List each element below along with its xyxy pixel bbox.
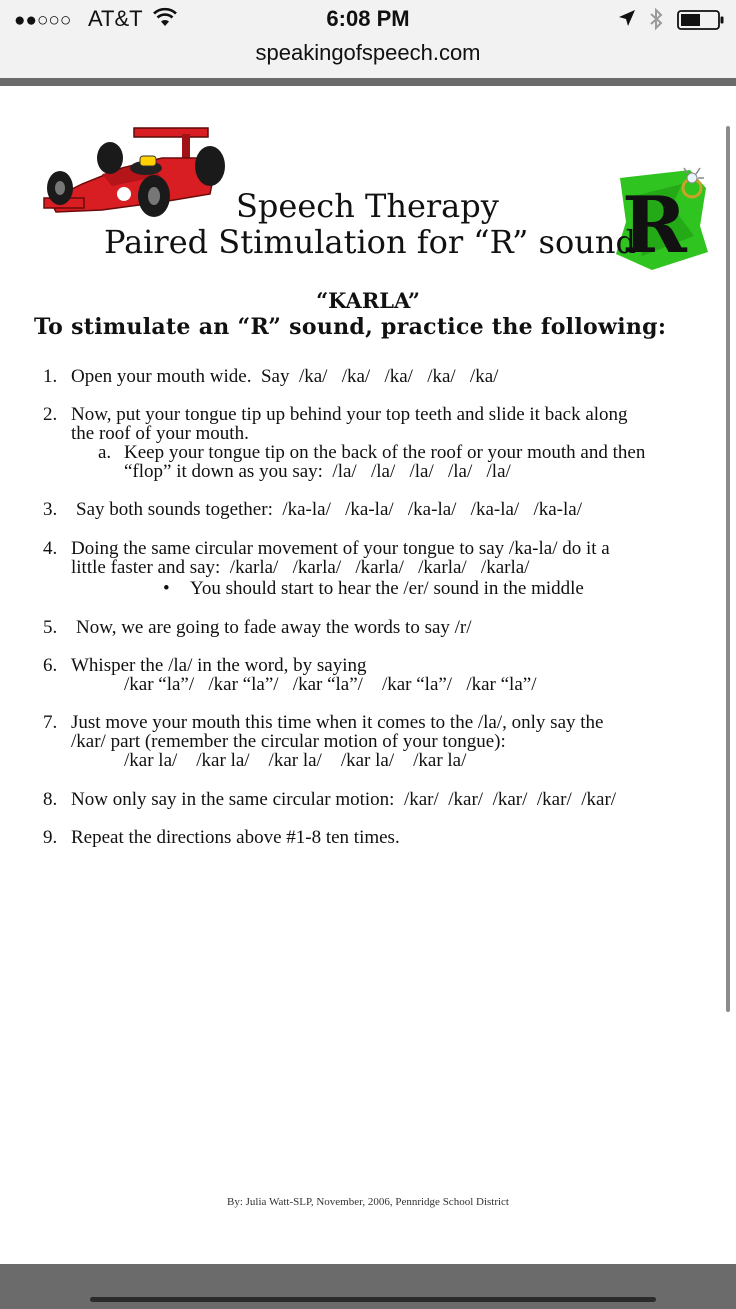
step-number: 1. xyxy=(43,366,58,387)
toolbar-divider xyxy=(0,78,736,86)
step-text: the roof of your mouth. xyxy=(71,423,249,444)
clock: 6:08 PM xyxy=(326,6,410,31)
substep-text: Keep your tongue tip on the back of the roof or your mouth and then xyxy=(124,442,646,463)
target-word: “KARLA” xyxy=(316,288,420,313)
step-text: little faster and say: /karla/ /karla/ /karla/ /karla/ /karla/ xyxy=(71,557,530,578)
race-car-image xyxy=(42,124,232,227)
substep-marker: a. xyxy=(98,442,112,463)
status-bar xyxy=(0,0,736,40)
step-text: /kar/ part (remember the circular motion of your tongue): xyxy=(71,731,506,752)
address-bar[interactable]: speakingofspeech.com xyxy=(255,40,481,65)
battery-icon xyxy=(677,10,725,35)
step-number: 9. xyxy=(43,827,58,848)
step-number: 3. xyxy=(43,499,58,520)
step-text: Now, we are going to fade away the words to say /r/ xyxy=(76,617,472,638)
bullet-marker: • xyxy=(163,578,170,599)
scrollbar[interactable] xyxy=(726,126,730,1012)
step-text: Now only say in the same circular motion: /kar/ /kar/ /kar/ /kar/ /kar/ xyxy=(71,789,617,810)
step-text: Open your mouth wide. Say /ka/ /ka/ /ka/ /ka/ /ka/ xyxy=(71,366,499,387)
substep-text: “flop” it down as you say: /la/ /la/ /la/ /la/ /la/ xyxy=(124,461,511,482)
step-number: 6. xyxy=(43,655,58,676)
step-number: 2. xyxy=(43,404,58,425)
step-text: Whisper the /la/ in the word, by saying xyxy=(71,655,367,676)
bluetooth-icon xyxy=(648,7,664,36)
browser-top-bar xyxy=(0,0,736,79)
step-number: 7. xyxy=(43,712,58,733)
instructions-heading: To stimulate an “R” sound, practice the following: xyxy=(34,314,667,340)
bullet-text: You should start to hear the /er/ sound in the middle xyxy=(190,578,584,599)
document-title: Speech Therapy xyxy=(236,187,499,225)
step-number: 5. xyxy=(43,617,58,638)
browser-bottom-toolbar xyxy=(0,1264,736,1309)
document-subtitle: Paired Stimulation for “R” sound xyxy=(104,223,636,261)
step-text: Repeat the directions above #1-8 ten times. xyxy=(71,827,400,848)
home-indicator[interactable] xyxy=(90,1297,656,1302)
step-text: /kar “la”/ /kar “la”/ /kar “la”/ /kar “la”/ /kar “la”/ xyxy=(124,674,537,695)
step-text: Just move your mouth this time when it comes to the /la/, only say the xyxy=(71,712,604,733)
step-text: Doing the same circular movement of your tongue to say /ka-la/ do it a xyxy=(71,538,610,559)
step-number: 4. xyxy=(43,538,58,559)
r-logo-letter: R xyxy=(622,180,687,271)
carrier-name: AT&T xyxy=(88,6,143,31)
location-arrow-icon xyxy=(618,9,636,32)
signal-strength-icon: ●●○○○ xyxy=(14,10,72,31)
step-number: 8. xyxy=(43,789,58,810)
document-footer: By: Julia Watt-SLP, November, 2006, Pennridge School District xyxy=(226,1196,509,1208)
step-text: Say both sounds together: /ka-la/ /ka-la/ /ka-la/ /ka-la/ /ka-la/ xyxy=(76,499,582,520)
step-text: Now, put your tongue tip up behind your top teeth and slide it back along xyxy=(71,404,628,425)
step-text: /kar la/ /kar la/ /kar la/ /kar la/ /kar la/ xyxy=(124,750,467,771)
